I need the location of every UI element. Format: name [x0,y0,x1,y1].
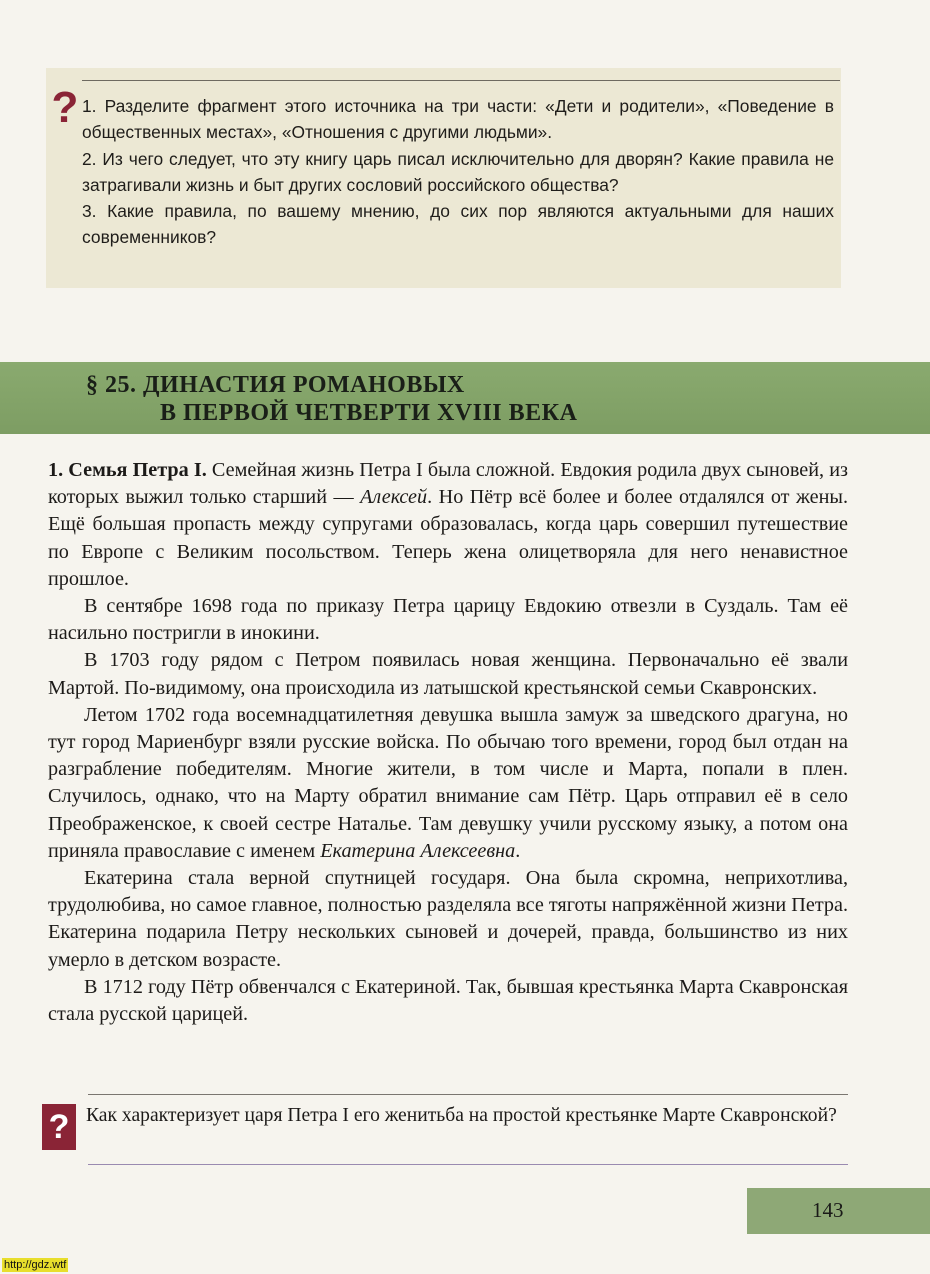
section-title-line-2: В ПЕРВОЙ ЧЕТВЕРТИ XVIII ВЕКА [160,400,578,426]
question-text: Как характеризует царя Петра I его женитьба на простой крестьянке Марте Скавронской? [86,1105,837,1126]
question-mark-icon: ? [51,83,79,132]
questions-box-rule [82,80,840,81]
paragraph-5: Екатерина стала верной спутницей государя. Она была скромна, неприхотлива, трудолюбива, но самое главное, полностью разделяла все тяготы напряжённой жизни Петра. Екатерина подарила Петру нескольких сыновей и дочерей, правда, большинство из них умерло в детском возрасте. [48,867,848,971]
paragraph-4 [48,702,848,865]
page-number: 143 [812,1198,844,1222]
paragraph-1-text-b: . Но Пётр всё более и более отдалялся от жены. Ещё большая пропасть между супругами образовалась, когда царь совершил путешествие по Европе с Великим посольством. Теперь жена олицетворяла для него ненавистное прошлое. [48,486,848,590]
question-rule-top [88,1094,848,1095]
name-aleksey: Алексей [360,486,428,509]
paragraph-6: В 1712 году Пётр обвенчался с Екатериной. Так, бывшая крестьянка Марта Скавронская стала русской царицей. [48,975,848,1026]
question-item-2: 2. Из чего следует, что эту книгу царь писал исключительно для дворян? Какие правила не затрагивали жизнь и быт других сословий российского общества? [82,148,834,195]
section-title-line-1: § 25. ДИНАСТИЯ РОМАНОВЫХ [86,372,465,398]
question-item-3: 3. Какие правила, по вашему мнению, до сих пор являются актуальными для наших современников? [82,201,834,248]
section-body [48,457,848,1028]
paragraph-4-text-a: Летом 1702 года восемнадцатилетняя девушка вышла замуж за шведского драгуна, но тут город Мариенбург взяли русские войска. По обычаю того времени, город был отдан на разграбление победителям. Многие жители, в том числе и Марта, попали в плен. Случилось, однако, что на Марту обратил внимание сам Пётр. Царь отправил её в село Преображенское, к своей сестре Наталье. Там девушку учили русскому языку, а потом она приняла православие с именем [48,703,848,862]
question-rule-bottom [88,1164,848,1165]
subsection-heading: 1. Семья Петра I. [48,459,207,481]
paragraph-3: В 1703 году рядом с Петром появилась новая женщина. Первоначально её звали Мартой. По-видимому, она происходила из латышской крестьянской семьи Скавронских. [48,649,848,699]
paragraph-4-text-b: . [515,839,521,862]
paragraph-2: В сентябре 1698 года по приказу Петра царицу Евдокию отвезли в Суздаль. Там её насильно постригли в инокини. [48,595,848,645]
question-mark-icon: ? [42,1104,76,1150]
section-title [86,371,577,427]
questions-list [82,93,834,251]
question-item-1: 1. Разделите фрагмент этого источника на три части: «Дети и родители», «Поведение в общественных местах», «Отношения с другими людьми». [82,96,834,143]
paragraph-1 [48,457,848,593]
paragraph-1-text-a: Семейная жизнь Петра I была сложной. Евдокия родила двух сыновей, из которых выжил только старший — [48,459,848,509]
name-ekaterina: Екатерина Алексеевна [320,839,516,862]
watermark-link[interactable]: http://gdz.wtf [4,1259,67,1271]
